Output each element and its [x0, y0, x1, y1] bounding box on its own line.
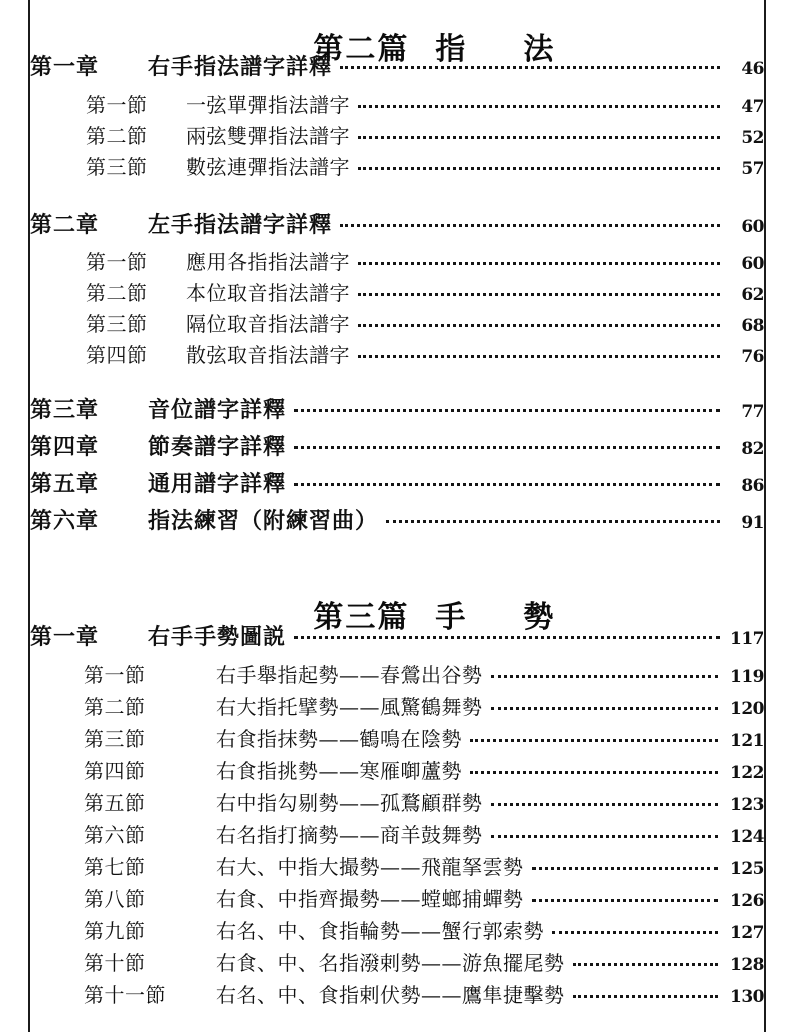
- entry-number: 第一節: [84, 663, 146, 687]
- dot-leader: [340, 52, 720, 74]
- dot-leader: [294, 622, 720, 644]
- dot-leader: [358, 311, 720, 331]
- entry-page-number: 76: [741, 347, 764, 367]
- part-word-1: 手: [435, 600, 468, 635]
- entry-title: 指法練習（附練習曲）: [148, 508, 379, 534]
- toc-entry-section[interactable]: [30, 120, 764, 150]
- dot-leader: [532, 854, 719, 874]
- entry-page-number: 47: [741, 97, 764, 117]
- entry-title: 散弦取音指法譜字: [186, 343, 350, 367]
- dot-leader: [358, 154, 720, 174]
- dot-leader: [386, 506, 720, 528]
- dot-leader: [358, 92, 720, 112]
- toc-entry-chapter[interactable]: [30, 430, 764, 460]
- entry-page-number: 82: [741, 439, 764, 459]
- entry-number: 第三節: [84, 727, 146, 751]
- entry-number: 第三節: [86, 312, 148, 336]
- entry-number: 第八節: [84, 887, 146, 911]
- part-word-2: 勢: [523, 600, 556, 635]
- entry-page-number: 124: [730, 827, 764, 847]
- entry-title: 通用譜字詳釋: [148, 471, 287, 497]
- entry-title: 右名、中、食指剌伏勢——鷹隼捷擊勢: [216, 983, 565, 1007]
- entry-number: 第四節: [84, 759, 146, 783]
- entry-title: 右手指法譜字詳釋: [148, 54, 333, 80]
- dot-leader: [358, 249, 720, 269]
- toc-entry-chapter[interactable]: [30, 504, 764, 534]
- toc-entry-section[interactable]: [30, 915, 764, 945]
- toc-entry-chapter[interactable]: [30, 467, 764, 497]
- entry-number: 第一章: [30, 54, 100, 80]
- entry-title: 右食指抹勢——鶴鳴在陰勢: [216, 727, 462, 751]
- toc-entry-section[interactable]: [30, 659, 764, 689]
- entry-page-number: 68: [741, 316, 764, 336]
- entry-title: 右大指托擘勢——風驚鶴舞勢: [216, 695, 483, 719]
- entry-page-number: 125: [730, 859, 764, 879]
- entry-title: 左手指法譜字詳釋: [148, 212, 333, 238]
- entry-title: 右手手勢圖説: [148, 624, 287, 650]
- toc-content: [30, 0, 764, 1032]
- entry-number: 第五節: [84, 791, 146, 815]
- dot-leader: [340, 210, 720, 232]
- dot-leader: [470, 758, 718, 778]
- toc-entry-section[interactable]: [30, 151, 764, 181]
- entry-title: 右名指打摘勢——商羊鼓舞勢: [216, 823, 483, 847]
- entry-number: 第十一節: [84, 983, 166, 1007]
- toc-entry-section[interactable]: [30, 723, 764, 753]
- toc-entry-chapter[interactable]: [30, 50, 764, 80]
- toc-entry-section[interactable]: [30, 277, 764, 307]
- toc-entry-chapter[interactable]: [30, 620, 764, 650]
- entry-page-number: 60: [741, 217, 764, 237]
- dot-leader: [294, 395, 720, 417]
- entry-title: 隔位取音指法譜字: [186, 312, 350, 336]
- entry-number: 第四節: [86, 343, 148, 367]
- dot-leader: [358, 280, 720, 300]
- entry-page-number: 120: [730, 699, 764, 719]
- toc-entry-section[interactable]: [30, 691, 764, 721]
- dot-leader: [491, 662, 719, 682]
- entry-number: 第六章: [30, 508, 100, 534]
- entry-page-number: 62: [741, 285, 764, 305]
- entry-number: 第七節: [84, 855, 146, 879]
- entry-page-number: 60: [741, 254, 764, 274]
- entry-title: 右食指挑勢——寒雁啣蘆勢: [216, 759, 462, 783]
- dot-leader: [358, 342, 720, 362]
- entry-page-number: 52: [741, 128, 764, 148]
- entry-title: 兩弦雙彈指法譜字: [186, 124, 350, 148]
- page-right-rule: [764, 0, 766, 1032]
- entry-title: 右手舉指起勢——春鶯出谷勢: [216, 663, 483, 687]
- entry-page-number: 122: [730, 763, 764, 783]
- toc-entry-section[interactable]: [30, 851, 764, 881]
- part-word-2: 法: [523, 32, 556, 67]
- dot-leader: [491, 822, 719, 842]
- part-label: 第三篇: [313, 600, 410, 635]
- entry-page-number: 128: [730, 955, 764, 975]
- toc-entry-section[interactable]: [30, 246, 764, 276]
- entry-number: 第二節: [84, 695, 146, 719]
- entry-page-number: 121: [730, 731, 764, 751]
- part-word-1: 指: [435, 32, 468, 67]
- entry-number: 第一節: [86, 93, 148, 117]
- entry-number: 第十節: [84, 951, 146, 975]
- entry-number: 第一節: [86, 250, 148, 274]
- toc-entry-section[interactable]: [30, 979, 764, 1009]
- entry-title: 本位取音指法譜字: [186, 281, 350, 305]
- dot-leader: [573, 982, 719, 1002]
- entry-number: 第一章: [30, 624, 100, 650]
- entry-page-number: 77: [741, 402, 764, 422]
- entry-number: 第五章: [30, 471, 100, 497]
- dot-leader: [532, 886, 719, 906]
- toc-entry-chapter[interactable]: [30, 393, 764, 423]
- dot-leader: [358, 123, 720, 143]
- entry-page-number: 126: [730, 891, 764, 911]
- toc-entry-section[interactable]: [30, 819, 764, 849]
- toc-entry-section[interactable]: [30, 755, 764, 785]
- part-title-part-3: [30, 546, 764, 635]
- entry-number: 第九節: [84, 919, 146, 943]
- part-label: 第二篇: [313, 32, 410, 67]
- entry-page-number: 119: [730, 667, 764, 687]
- dot-leader: [491, 790, 719, 810]
- entry-title: 節奏譜字詳釋: [148, 434, 287, 460]
- entry-title: 右名、中、食指輪勢——蟹行郭索勢: [216, 919, 544, 943]
- toc-entry-section[interactable]: [30, 89, 764, 119]
- toc-entry-section[interactable]: [30, 787, 764, 817]
- entry-page-number: 46: [741, 59, 764, 79]
- dot-leader: [294, 432, 720, 454]
- entry-title: 應用各指指法譜字: [186, 250, 350, 274]
- dot-leader: [552, 918, 718, 938]
- toc-entry-chapter[interactable]: [30, 208, 764, 238]
- dot-leader: [491, 694, 719, 714]
- entry-number: 第六節: [84, 823, 146, 847]
- entry-page-number: 117: [730, 629, 764, 649]
- entry-title: 音位譜字詳釋: [148, 397, 287, 423]
- entry-title: 一弦單彈指法譜字: [186, 93, 350, 117]
- entry-page-number: 91: [741, 513, 764, 533]
- entry-number: 第二節: [86, 281, 148, 305]
- entry-title: 右食、中、名指潑剌勢——游魚擺尾勢: [216, 951, 565, 975]
- entry-title: 數弦連彈指法譜字: [186, 155, 350, 179]
- entry-number: 第二節: [86, 124, 148, 148]
- dot-leader: [294, 469, 720, 491]
- entry-number: 第二章: [30, 212, 100, 238]
- toc-entry-section[interactable]: [30, 308, 764, 338]
- entry-title: 右食、中指齊撮勢——螳螂捕蟬勢: [216, 887, 524, 911]
- entry-number: 第三章: [30, 397, 100, 423]
- entry-number: 第四章: [30, 434, 100, 460]
- entry-page-number: 127: [730, 923, 764, 943]
- entry-number: 第三節: [86, 155, 148, 179]
- entry-page-number: 57: [741, 159, 764, 179]
- entry-page-number: 130: [730, 987, 764, 1007]
- dot-leader: [470, 726, 718, 746]
- entry-page-number: 86: [741, 476, 764, 496]
- dot-leader: [573, 950, 719, 970]
- toc-entry-section[interactable]: [30, 339, 764, 369]
- entry-title: 右大、中指大撮勢——飛龍拏雲勢: [216, 855, 524, 879]
- toc-entry-section[interactable]: [30, 883, 764, 913]
- entry-page-number: 123: [730, 795, 764, 815]
- entry-title: 右中指勾剔勢——孤鶩顧群勢: [216, 791, 483, 815]
- toc-entry-section[interactable]: [30, 947, 764, 977]
